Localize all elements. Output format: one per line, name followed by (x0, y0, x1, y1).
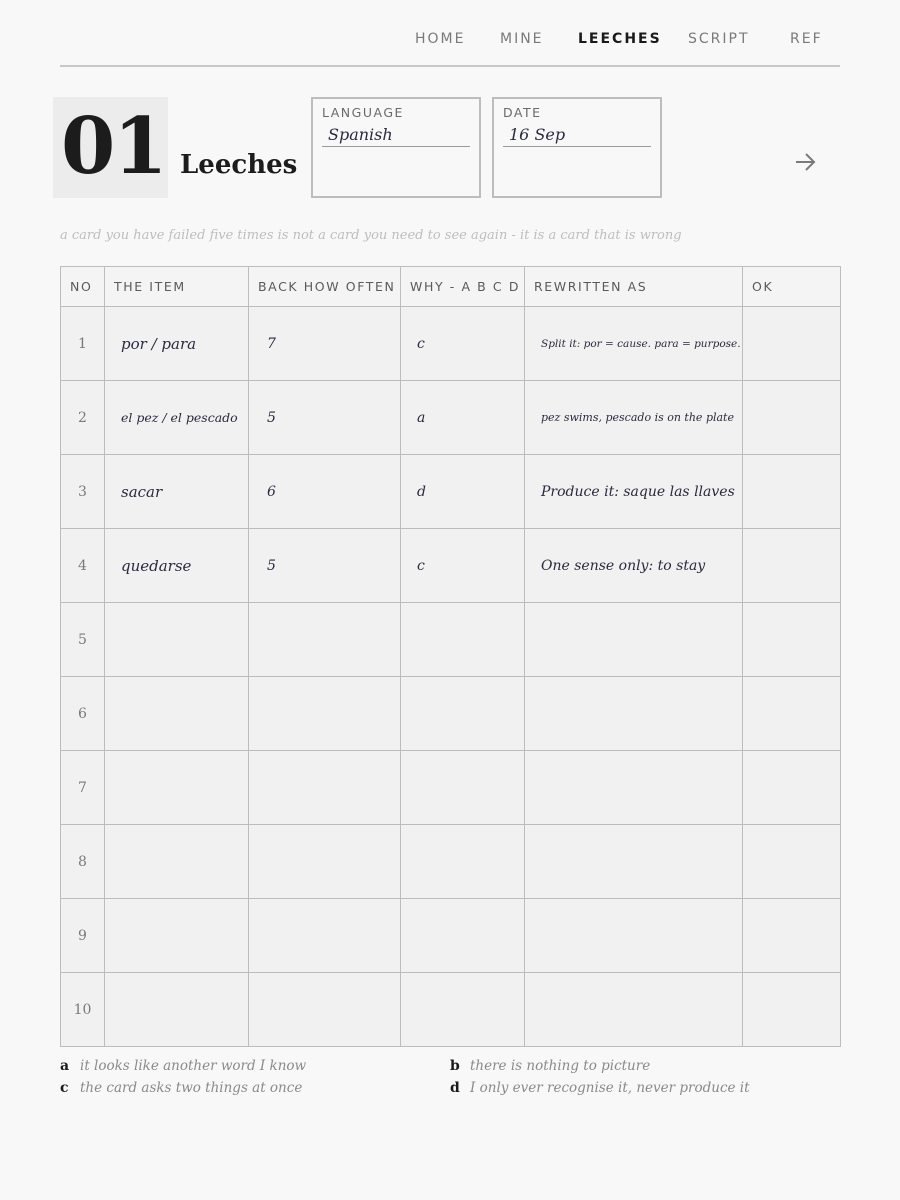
table-row (61, 381, 841, 455)
why-cell[interactable] (401, 455, 525, 529)
rewritten-cell[interactable] (525, 677, 743, 751)
row-number: 4 (61, 529, 105, 603)
legend-text: there is nothing to picture (470, 1058, 651, 1074)
table-row (61, 603, 841, 677)
leeches-table (60, 266, 841, 1047)
item-cell[interactable] (105, 603, 249, 677)
ok-cell[interactable] (743, 973, 841, 1047)
page-title: Leeches (180, 150, 298, 180)
table-header-row (61, 267, 841, 307)
item-cell[interactable] (105, 751, 249, 825)
item-cell[interactable] (105, 529, 249, 603)
ok-cell[interactable] (743, 603, 841, 677)
item-cell[interactable] (105, 677, 249, 751)
why-cell[interactable] (401, 973, 525, 1047)
why-cell[interactable] (401, 603, 525, 677)
why-cell[interactable] (401, 751, 525, 825)
row-number: 2 (61, 381, 105, 455)
why-text: c (417, 335, 425, 352)
item-cell[interactable] (105, 307, 249, 381)
ok-cell[interactable] (743, 381, 841, 455)
top-nav (60, 0, 840, 67)
back-cell[interactable] (249, 973, 401, 1047)
why-cell[interactable] (401, 529, 525, 603)
language-label: LANGUAGE (322, 105, 404, 120)
why-text: c (417, 557, 425, 574)
header-back: BACK HOW OFTEN (249, 267, 401, 307)
rewritten-cell[interactable] (525, 455, 743, 529)
header-no: NO (61, 267, 105, 307)
legend-text: I only ever recognise it, never produce it (470, 1080, 750, 1096)
rewritten-cell[interactable] (525, 381, 743, 455)
rewritten-cell[interactable] (525, 973, 743, 1047)
ok-cell[interactable] (743, 307, 841, 381)
legend-item-a (60, 1058, 306, 1074)
item-text: sacar (121, 482, 163, 501)
item-text: por / para (121, 334, 197, 353)
legend-key: a (60, 1058, 70, 1074)
row-number: 10 (61, 973, 105, 1047)
row-number: 3 (61, 455, 105, 529)
why-text: d (417, 483, 426, 500)
back-cell[interactable] (249, 455, 401, 529)
ok-cell[interactable] (743, 455, 841, 529)
row-number: 9 (61, 899, 105, 973)
back-text: 5 (267, 557, 276, 574)
rewritten-text: pez swims, pescado is on the plate (541, 411, 734, 424)
item-cell[interactable] (105, 455, 249, 529)
page-number-box (53, 97, 168, 198)
why-cell[interactable] (401, 381, 525, 455)
table-row (61, 899, 841, 973)
back-cell[interactable] (249, 381, 401, 455)
table-row (61, 307, 841, 381)
header-why: WHY - A B C D (401, 267, 525, 307)
back-cell[interactable] (249, 825, 401, 899)
ok-cell[interactable] (743, 825, 841, 899)
nav-leeches[interactable]: LEECHES (578, 31, 662, 47)
legend-text: the card asks two things at once (80, 1080, 303, 1096)
rewritten-text: One sense only: to stay (541, 557, 706, 574)
item-cell[interactable] (105, 381, 249, 455)
date-field[interactable] (492, 97, 662, 198)
legend-item-d (450, 1080, 750, 1096)
row-number: 6 (61, 677, 105, 751)
why-cell[interactable] (401, 825, 525, 899)
back-cell[interactable] (249, 677, 401, 751)
back-text: 7 (267, 335, 276, 352)
legend-item-b (450, 1058, 650, 1074)
table-row (61, 677, 841, 751)
row-number: 5 (61, 603, 105, 677)
ok-cell[interactable] (743, 899, 841, 973)
why-cell[interactable] (401, 899, 525, 973)
language-field[interactable] (311, 97, 481, 198)
nav-mine[interactable]: MINE (500, 31, 544, 47)
rewritten-cell[interactable] (525, 603, 743, 677)
table-row (61, 751, 841, 825)
back-cell[interactable] (249, 751, 401, 825)
item-text: el pez / el pescado (121, 410, 238, 425)
item-cell[interactable] (105, 899, 249, 973)
item-text: quedarse (121, 556, 192, 575)
nav-ref[interactable]: REF (790, 31, 823, 47)
arrow-right-icon[interactable] (790, 147, 820, 177)
row-number: 8 (61, 825, 105, 899)
back-text: 5 (267, 409, 276, 426)
header-ok: OK (743, 267, 841, 307)
rewritten-cell[interactable] (525, 529, 743, 603)
ok-cell[interactable] (743, 677, 841, 751)
legend-item-c (60, 1080, 302, 1096)
table-row (61, 529, 841, 603)
language-value[interactable]: Spanish (322, 123, 470, 147)
why-text: a (417, 409, 426, 426)
back-cell[interactable] (249, 529, 401, 603)
back-cell[interactable] (249, 307, 401, 381)
back-cell[interactable] (249, 603, 401, 677)
legend-key: d (450, 1080, 460, 1096)
row-number: 1 (61, 307, 105, 381)
nav-script[interactable]: SCRIPT (688, 31, 750, 47)
table-row (61, 825, 841, 899)
back-cell[interactable] (249, 899, 401, 973)
rewritten-cell[interactable] (525, 307, 743, 381)
table-row (61, 973, 841, 1047)
page-number: 01 (61, 101, 166, 192)
rewritten-cell[interactable] (525, 825, 743, 899)
table-row (61, 455, 841, 529)
hint-text: a card you have failed five times is not a card you need to see again - it is a card that is wrong (60, 228, 682, 243)
legend-key: b (450, 1058, 460, 1074)
rewritten-cell[interactable] (525, 751, 743, 825)
date-value[interactable]: 16 Sep (503, 123, 651, 147)
row-number: 7 (61, 751, 105, 825)
item-cell[interactable] (105, 973, 249, 1047)
rewritten-text: Split it: por = cause. para = purpose. (541, 337, 741, 350)
ok-cell[interactable] (743, 529, 841, 603)
legend-key: c (60, 1080, 69, 1096)
item-cell[interactable] (105, 825, 249, 899)
rewritten-cell[interactable] (525, 899, 743, 973)
why-cell[interactable] (401, 677, 525, 751)
back-text: 6 (267, 483, 276, 500)
date-label: DATE (503, 105, 542, 120)
rewritten-text: Produce it: saque las llaves (541, 483, 735, 500)
nav-home[interactable]: HOME (415, 31, 466, 47)
legend-text: it looks like another word I know (80, 1058, 307, 1074)
why-cell[interactable] (401, 307, 525, 381)
ok-cell[interactable] (743, 751, 841, 825)
header-rewritten: REWRITTEN AS (525, 267, 743, 307)
header-item: THE ITEM (105, 267, 249, 307)
